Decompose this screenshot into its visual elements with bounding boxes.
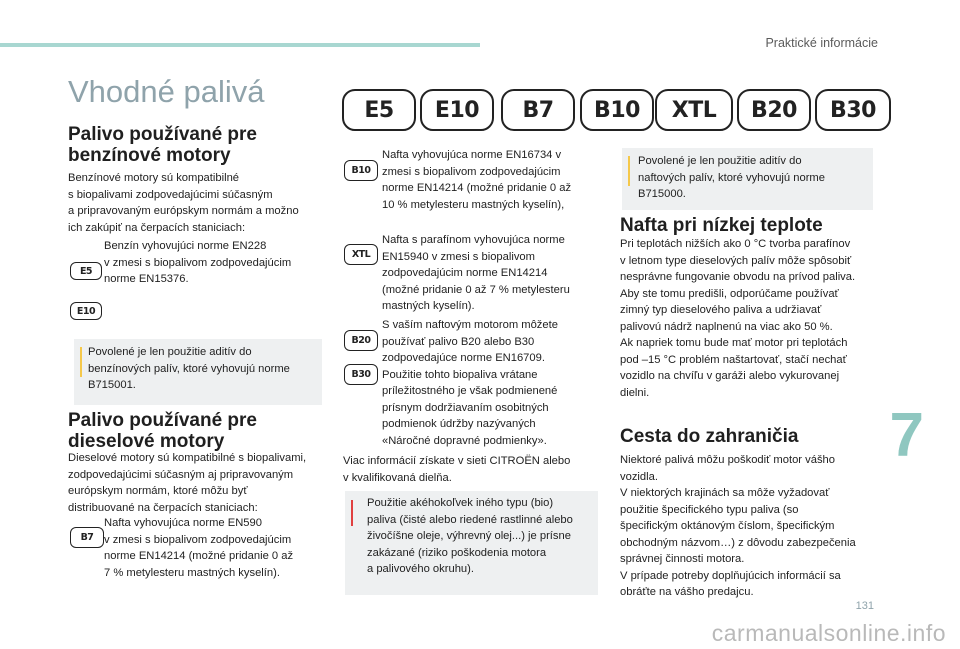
diesel-heading: Palivo používané pre dieselové motory xyxy=(68,410,257,452)
cold-weather-heading: Nafta pri nízkej teplote xyxy=(620,215,823,236)
fuel-label-e5-small: E5 xyxy=(70,262,102,280)
gasoline-intro: Benzínové motory sú kompatibilné s biopalivami zodpovedajúcimi súčasným a pripravovaným európskym normám a možno ich zakúpiť na čerpacích staniciach: xyxy=(68,172,299,234)
note-bar xyxy=(80,347,82,377)
page-title: Vhodné palivá xyxy=(68,74,265,109)
fuel-label-e10-small: E10 xyxy=(70,302,102,320)
fuel-label-b20: B20 xyxy=(737,89,811,131)
header-accent-bar xyxy=(0,43,480,47)
cold-weather-text: Pri teplotách nižších ako 0 °C tvorba parafínov v letnom type dieselových palív môže spôsobiť nesprávne fungovanie obvodu na prívod paliva. Aby ste tomu predišli, odporúčame používať zimný typ dieselového paliva a udržiavať palivovú nádrž naplnenú na viac ako 50 %. Ak napriek tomu bude mať motor pri teplotách pod –15 °C problém naštartovať, stačí nechať vozidlo na chvíľu v garáži alebo vykurovanej dielni. xyxy=(620,238,856,399)
diesel-intro: Dieselové motory sú kompatibilné s biopalivami, zodpovedajúcimi súčasným aj pripravovaným európskym normám, ktoré môžu byť distribuované na čerpacích staniciach: xyxy=(68,452,307,514)
warning-bar xyxy=(351,500,353,526)
fuel-label-e10: E10 xyxy=(420,89,494,131)
fuel-label-b7-small: B7 xyxy=(70,527,104,548)
diesel-additive-note: Povolené je len použitie aditív do naftových palív, ktoré vyhovujú norme B715000. xyxy=(622,148,873,210)
b7-description: Nafta vyhovujúca norme EN590 v zmesi s biopalivom zodpovedajúcim norme EN14214 (možné pridanie 0 až 7 % metylesteru mastných kyselín). xyxy=(104,517,294,579)
note-bar xyxy=(628,156,630,186)
fuel-warning-note: Použitie akéhokoľvek iného typu (bio) paliva (čisté alebo riedené rastlinné alebo živočíšne oleje, výhrevný olej...) je prísne zakázané (riziko poškodenia motora a palivového okruhu). xyxy=(345,491,598,595)
fuel-label-b7: B7 xyxy=(501,89,575,131)
chapter-number: 7 xyxy=(889,401,924,470)
network-info: Viac informácií získate v sieti CITROËN alebo v kvalifikovaná dielňa. xyxy=(343,455,571,484)
xtl-description: Nafta s parafínom vyhovujúca norme EN15940 v zmesi s biopalivom zodpovedajúcim norme EN14214 (možné pridanie 0 až 7 % metylesteru mastných kyselín). xyxy=(382,234,570,312)
page-number: 131 xyxy=(855,600,874,612)
fuel-label-e5: E5 xyxy=(342,89,416,131)
e5-description: Benzín vyhovujúci norme EN228 v zmesi s biopalivom zodpovedajúcim norme EN15376. xyxy=(104,240,292,285)
fuel-label-xtl: XTL xyxy=(655,89,733,131)
watermark: carmanualsonline.info xyxy=(711,620,946,646)
gasoline-heading: Palivo používané pre benzínové motory xyxy=(68,124,257,166)
fuel-label-b10-small: B10 xyxy=(344,160,378,181)
fuel-label-b30-small: B30 xyxy=(344,364,378,385)
fuel-label-b30: B30 xyxy=(815,89,891,131)
gasoline-additive-note: Povolené je len použitie aditív do benzínových palív, ktoré vyhovujú norme B715001. xyxy=(74,339,322,405)
abroad-text: Niektoré palivá môžu poškodiť motor vášho vozidla. V niektorých krajinách sa môže vyžadovať použitie špecifického typu paliva (so špecifickým oktánovým číslom, špecifickým obchodným názvom…) z dôvodu zabezpečenia správnej činnosti motora. V prípade potreby doplňujúcich informácií sa obráťte na vášho predajcu. xyxy=(620,454,856,598)
b10-description: Nafta vyhovujúca norme EN16734 v zmesi s biopalivom zodpovedajúcim norme EN14214 (možné pridanie 0 až 10 % metylesteru mastných kyselín), xyxy=(382,149,572,211)
running-header: Praktické informácie xyxy=(765,36,878,50)
fuel-label-xtl-small: XTL xyxy=(344,244,378,265)
b20-description: S vaším naftovým motorom môžete používať palivo B20 alebo B30 zodpovedajúce norme EN16709. Použitie tohto biopaliva vrátane príležitostného je však podmienené prísnym dodržiavaním osobitných podmienok údržby nazývaných «Náročné dopravné podmienky». xyxy=(382,319,558,447)
abroad-heading: Cesta do zahraničia xyxy=(620,426,799,447)
fuel-label-b10: B10 xyxy=(580,89,654,131)
fuel-label-b20-small: B20 xyxy=(344,330,378,351)
